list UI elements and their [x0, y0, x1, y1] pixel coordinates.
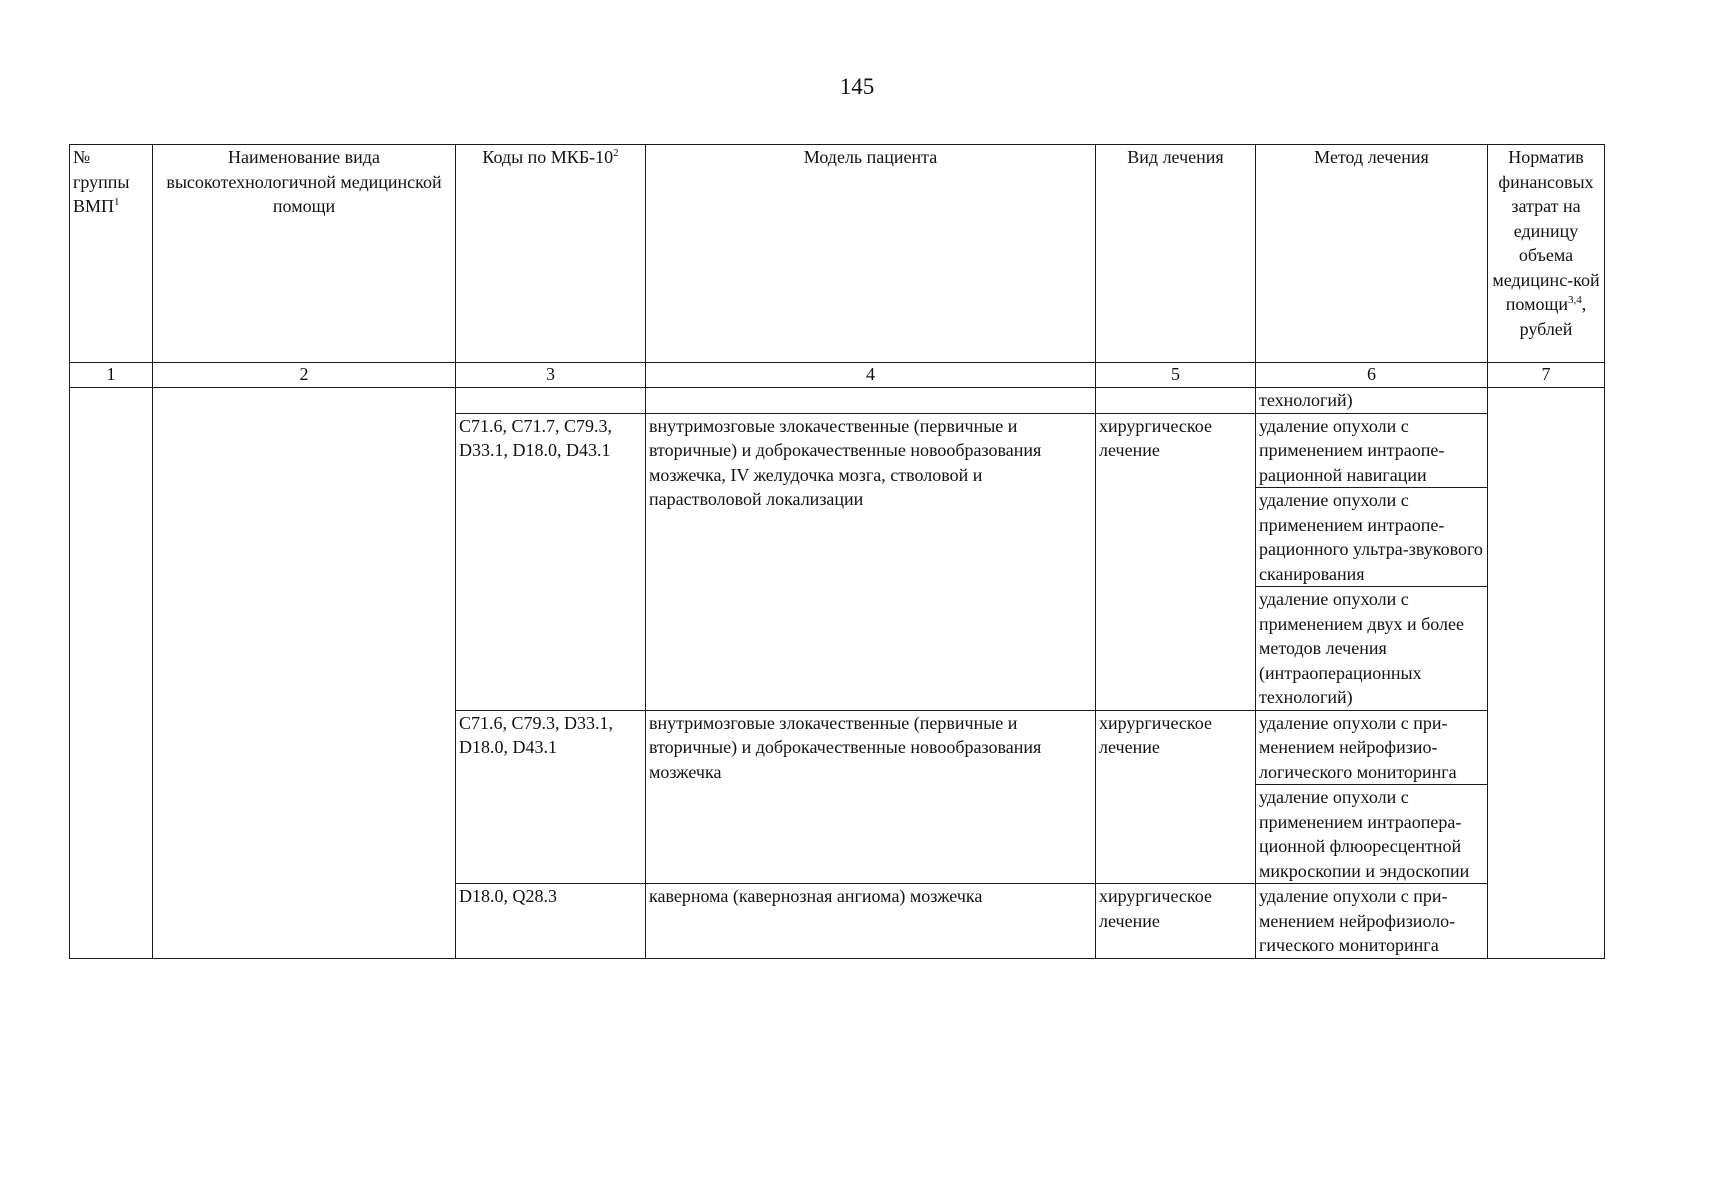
header-patient-model: Модель пациента [646, 145, 1096, 363]
header-row [70, 145, 1605, 363]
header-care-type: Наименование вида высокотехнологичной медицинской помощи [153, 145, 456, 363]
group-number-cell [70, 388, 153, 959]
method-cell: удаление опухоли с применением интраопе-рационной навигации [1256, 413, 1488, 488]
codes-cell [456, 388, 646, 414]
patient-model-cell [646, 388, 1096, 414]
method-cell: удаление опухоли с при-менением нейрофизио-логического мониторинга [1256, 710, 1488, 785]
codes-cell: C71.6, C79.3, D33.1, D18.0, D43.1 [456, 710, 646, 884]
page-number: 145 [839, 74, 875, 99]
patient-model-cell: внутримозговые злокачественные (первичные и вторичные) и доброкачественные новообразования мозжечка [646, 710, 1096, 884]
care-type-cell [153, 388, 456, 959]
method-cell: удаление опухоли с применением двух и более методов лечения (интраоперационных технологий) [1256, 587, 1488, 711]
footnote-ref-3-4: 3,4 [1567, 294, 1582, 306]
method-cell: удаление опухоли с при-менением нейрофизиоло-гического мониторинга [1256, 884, 1488, 959]
patient-model-cell: кавернома (кавернозная ангиома) мозжечка [646, 884, 1096, 959]
treatment-type-cell [1096, 388, 1256, 414]
header-icd-codes [456, 145, 646, 363]
column-number: 3 [456, 363, 646, 388]
treatment-type-cell: хирургическое лечение [1096, 710, 1256, 884]
header-cost-norm [1488, 145, 1605, 363]
footnote-ref-2: 2 [613, 147, 619, 159]
header-treatment-type: Вид лечения [1096, 145, 1256, 363]
column-number: 1 [70, 363, 153, 388]
column-number: 6 [1256, 363, 1488, 388]
method-cell: удаление опухоли с применением интраопера-ционной флюоресцентной микроскопии и эндоскопии [1256, 785, 1488, 884]
header-group-number-line2: группы [73, 171, 130, 192]
column-number: 4 [646, 363, 1096, 388]
method-cell: технологий) [1256, 388, 1488, 414]
header-treatment-method: Метод лечения [1256, 145, 1488, 363]
header-group-number-line3: ВМП [73, 196, 115, 216]
method-cell: удаление опухоли с применением интраопе-рационного ультра-звукового сканирования [1256, 488, 1488, 587]
vmp-table [69, 144, 1605, 959]
treatment-type-cell: хирургическое лечение [1096, 884, 1256, 959]
footnote-ref-1: 1 [114, 196, 120, 208]
header-icd-codes-text: Коды по МКБ-10 [482, 147, 614, 167]
table-row [70, 388, 1605, 414]
codes-cell: C71.6, C71.7, C79.3, D33.1, D18.0, D43.1 [456, 413, 646, 710]
header-cost-norm-suffix: , рублей [1519, 294, 1587, 339]
header-group-number [70, 145, 153, 363]
patient-model-cell: внутримозговые злокачественные (первичные и вторичные) и доброкачественные новообразования мозжечка, IV желудочка мозга, стволовой и парастволовой локализации [646, 413, 1096, 710]
column-number-row [70, 363, 1605, 388]
treatment-type-cell: хирургическое лечение [1096, 413, 1256, 710]
cost-norm-cell [1488, 388, 1605, 959]
codes-cell: D18.0, Q28.3 [456, 884, 646, 959]
column-number: 7 [1488, 363, 1605, 388]
header-group-number-line1: № [73, 147, 91, 167]
column-number: 5 [1096, 363, 1256, 388]
header-cost-norm-text: Норматив финансовых затрат на единицу объема медицинс-кой помощи [1492, 147, 1600, 314]
column-number: 2 [153, 363, 456, 388]
